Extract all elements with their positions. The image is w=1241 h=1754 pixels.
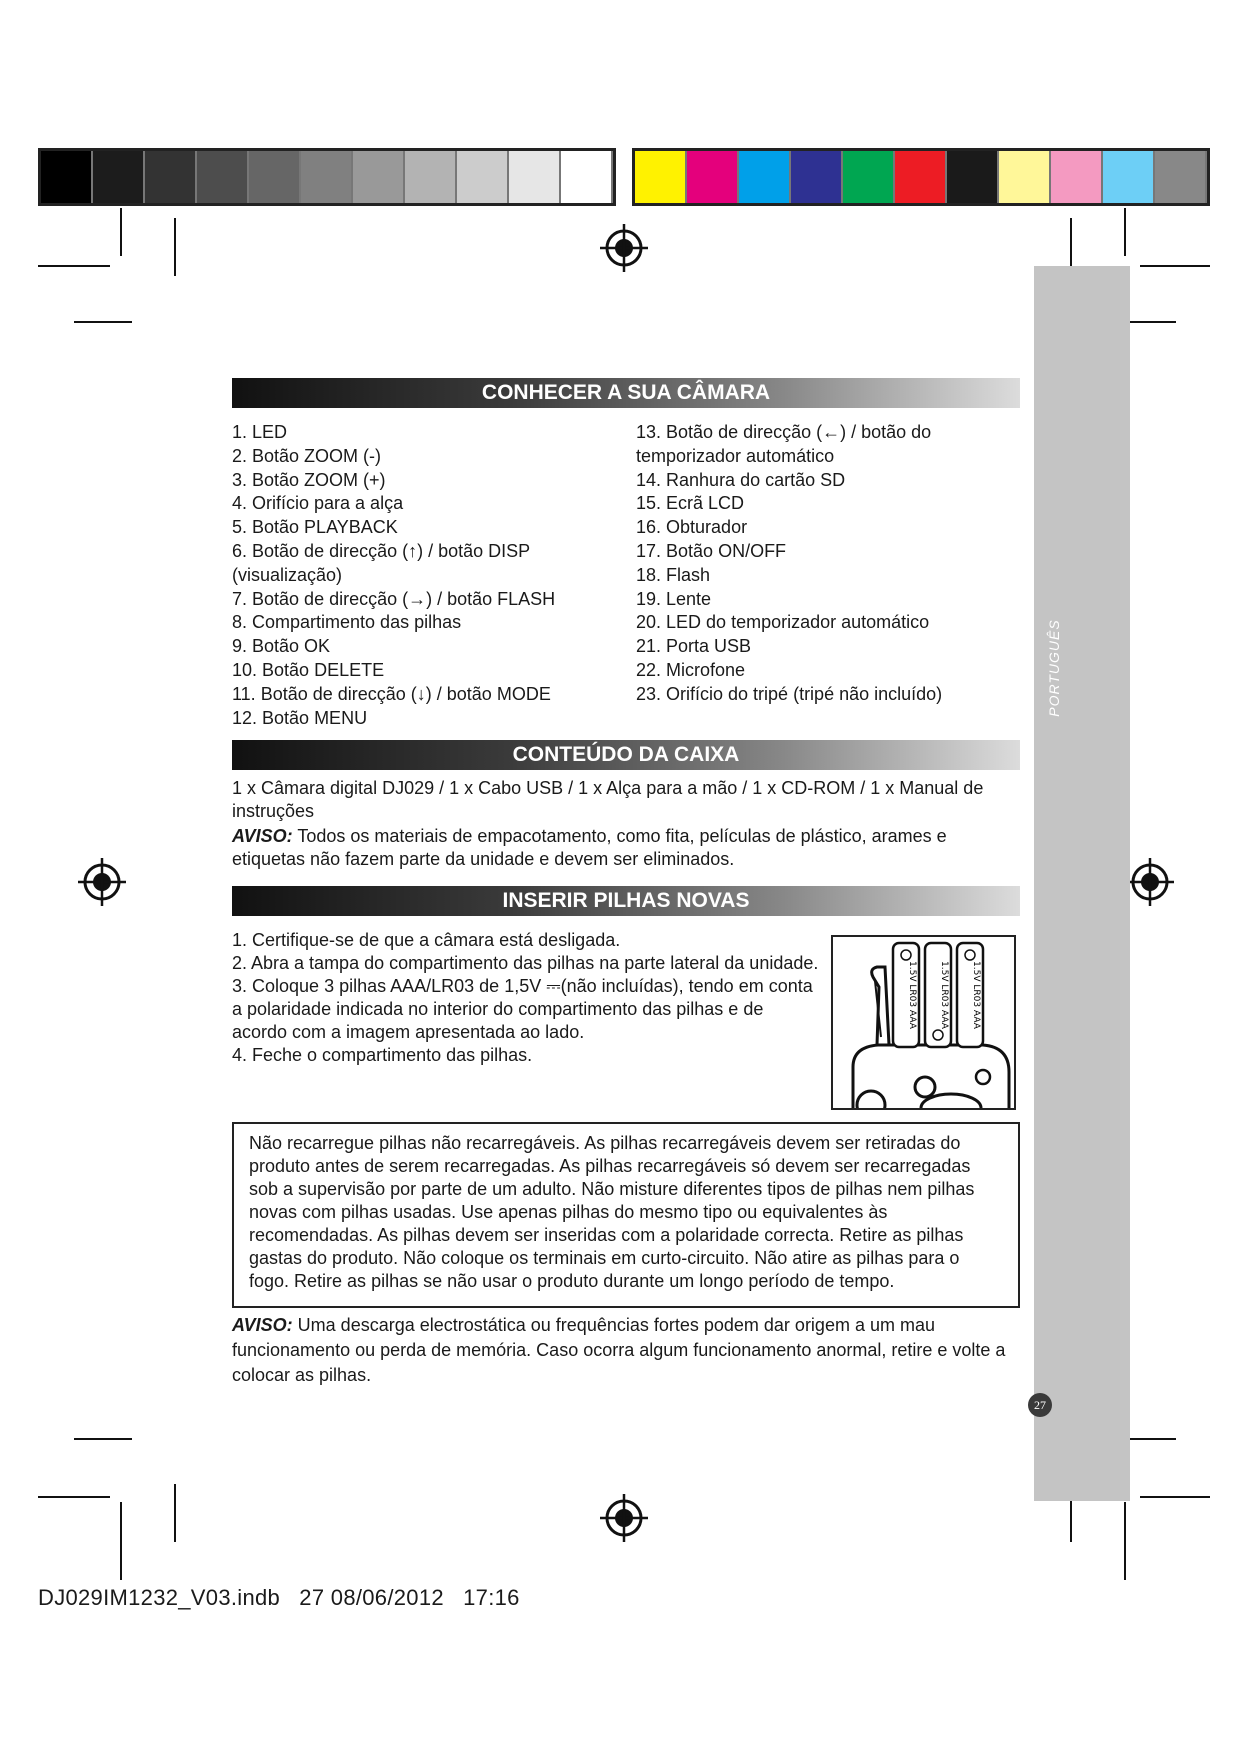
color-calibration-bar xyxy=(632,148,1210,206)
warning-label: AVISO: xyxy=(232,1315,293,1335)
language-side-tab xyxy=(1034,266,1130,1501)
battery-steps xyxy=(232,929,822,1067)
camera-parts-list-left xyxy=(232,421,622,730)
color-swatch xyxy=(1103,151,1155,203)
color-swatch xyxy=(353,151,405,203)
color-swatch xyxy=(1051,151,1103,203)
list-item: 3. Botão ZOOM (+) xyxy=(232,469,386,490)
list-item: 8. Compartimento das pilhas xyxy=(232,612,462,633)
battery-label: 1.5V LR03 AAA xyxy=(939,961,949,1029)
color-swatch xyxy=(791,151,843,203)
list-item: 20. LED do temporizador automático xyxy=(636,612,930,633)
list-item: 22. Microfone xyxy=(636,659,746,680)
list-item: 19. Lente xyxy=(636,588,712,609)
list-item: 13. Botão de direcção (←) / botão do xyxy=(636,422,932,442)
color-swatch xyxy=(999,151,1051,203)
color-swatch xyxy=(509,151,561,203)
color-swatch xyxy=(405,151,457,203)
registration-mark-icon xyxy=(1126,858,1174,906)
list-item: 2. Botão ZOOM (-) xyxy=(232,445,382,466)
color-swatch xyxy=(947,151,999,203)
section-header-batteries: INSERIR PILHAS NOVAS xyxy=(232,886,1020,916)
box-contents-text: 1 x Câmara digital DJ029 / 1 x Cabo USB / 1 x Alça para a mão / 1 x CD-ROM / 1 x Manual de instruções xyxy=(232,778,984,821)
list-item: 6. Botão de direcção (↑) / botão DISP xyxy=(232,540,531,561)
list-item: 7. Botão de direcção (→) / botão FLASH xyxy=(232,588,556,609)
list-item: 2. Abra a tampa do compartimento das pilhas na parte lateral da unidade. xyxy=(232,953,819,973)
print-footer: DJ029IM1232_V03.indb 27 08/06/2012 17:16 xyxy=(38,1585,520,1610)
safety-notice-text: Não recarregue pilhas não recarregáveis. As pilhas recarregáveis devem ser retiradas do produto antes de serem recarregadas. As pilhas recarregáveis só devem ser recarregadas sob a supervisão por parte de um adulto. Não misture diferentes tipos de pilhas nem pilhas novas com pilhas usadas. Use apenas pilhas do mesmo tipo ou equivalentes às recomendadas. As pilhas devem ser inseridas com a polaridade correcta. Retire as pilhas gastas do produto. Não coloque os terminais em curto-circuito. Não atire as pilhas para o fogo. Retire as pilhas se não usar o produto durante um longo período de tempo. xyxy=(249,1133,975,1291)
list-item: 14. Ranhura do cartão SD xyxy=(636,469,846,490)
box-contents-warning xyxy=(232,825,1022,871)
warning-label: AVISO: xyxy=(232,826,293,846)
color-swatch xyxy=(41,151,93,203)
color-swatch xyxy=(249,151,301,203)
list-item: 9. Botão OK xyxy=(232,636,331,657)
color-swatch xyxy=(687,151,739,203)
list-item: 17. Botão ON/OFF xyxy=(636,540,787,561)
camera-parts-list-right xyxy=(636,421,1020,707)
color-swatch xyxy=(635,151,687,203)
color-swatch xyxy=(895,151,947,203)
list-item: 15. Ecrã LCD xyxy=(636,493,745,514)
list-item: 4. Orifício para a alça xyxy=(232,493,404,514)
list-item: 18. Flash xyxy=(636,564,711,585)
registration-mark-icon xyxy=(78,858,126,906)
list-item: 21. Porta USB xyxy=(636,636,752,657)
color-swatch xyxy=(1155,151,1207,203)
warning-text: Todos os materiais de empacotamento, como fita, películas de plástico, arames e etiquetas não fazem parte da unidade e devem ser eliminados. xyxy=(232,826,947,869)
color-swatch xyxy=(739,151,791,203)
list-item: 12. Botão MENU xyxy=(232,707,368,728)
section-header-know-camera: CONHECER A SUA CÂMARA xyxy=(232,378,1020,408)
list-item: 5. Botão PLAYBACK xyxy=(232,517,398,538)
registration-mark-icon xyxy=(600,1494,648,1542)
list-item: 1. LED xyxy=(232,422,288,442)
registration-mark-icon xyxy=(600,224,648,272)
list-item: 1. Certifique-se de que a câmara está desligada. xyxy=(232,930,621,950)
list-item: 3. Coloque 3 pilhas AAA/LR03 de 1,5V ⎓(não incluídas), tendo em conta a polaridade indicada no interior do compartimento das pilhas e de acordo com a imagem apresentada ao lado. xyxy=(232,976,813,1042)
list-item: 4. Feche o compartimento das pilhas. xyxy=(232,1045,533,1065)
list-item: temporizador automático xyxy=(636,445,835,466)
color-swatch xyxy=(457,151,509,203)
grayscale-calibration-bar xyxy=(38,148,616,206)
color-swatch xyxy=(197,151,249,203)
list-item: 23. Orifício do tripé (tripé não incluído) xyxy=(636,683,943,704)
color-swatch xyxy=(843,151,895,203)
section-header-box-contents: CONTEÚDO DA CAIXA xyxy=(232,740,1020,770)
list-item: 11. Botão de direcção (↓) / botão MODE xyxy=(232,683,551,704)
color-swatch xyxy=(93,151,145,203)
battery-compartment-illustration xyxy=(831,935,1016,1110)
warning-text: Uma descarga electrostática ou frequências fortes podem dar origem a um mau funcionamento ou perda de memória. Caso ocorra algum funcionamento anormal, retire e volte a colocar as pilhas. xyxy=(232,1315,1006,1385)
list-item: 10. Botão DELETE xyxy=(232,659,385,680)
camera-battery-icon xyxy=(833,937,1014,1108)
list-item: (visualização) xyxy=(232,564,343,585)
battery-label: 1.5V LR03 AAA xyxy=(971,961,981,1029)
battery-safety-notice xyxy=(232,1122,1020,1308)
list-item: 16. Obturador xyxy=(636,517,748,538)
color-swatch xyxy=(301,151,353,203)
language-tab-label: PORTUGUÊS xyxy=(1046,619,1062,717)
color-swatch xyxy=(561,151,613,203)
battery-label: 1.5V LR03 AAA xyxy=(907,961,917,1029)
battery-warning xyxy=(232,1313,1022,1388)
color-swatch xyxy=(145,151,197,203)
page-number: 27 xyxy=(1028,1393,1052,1417)
